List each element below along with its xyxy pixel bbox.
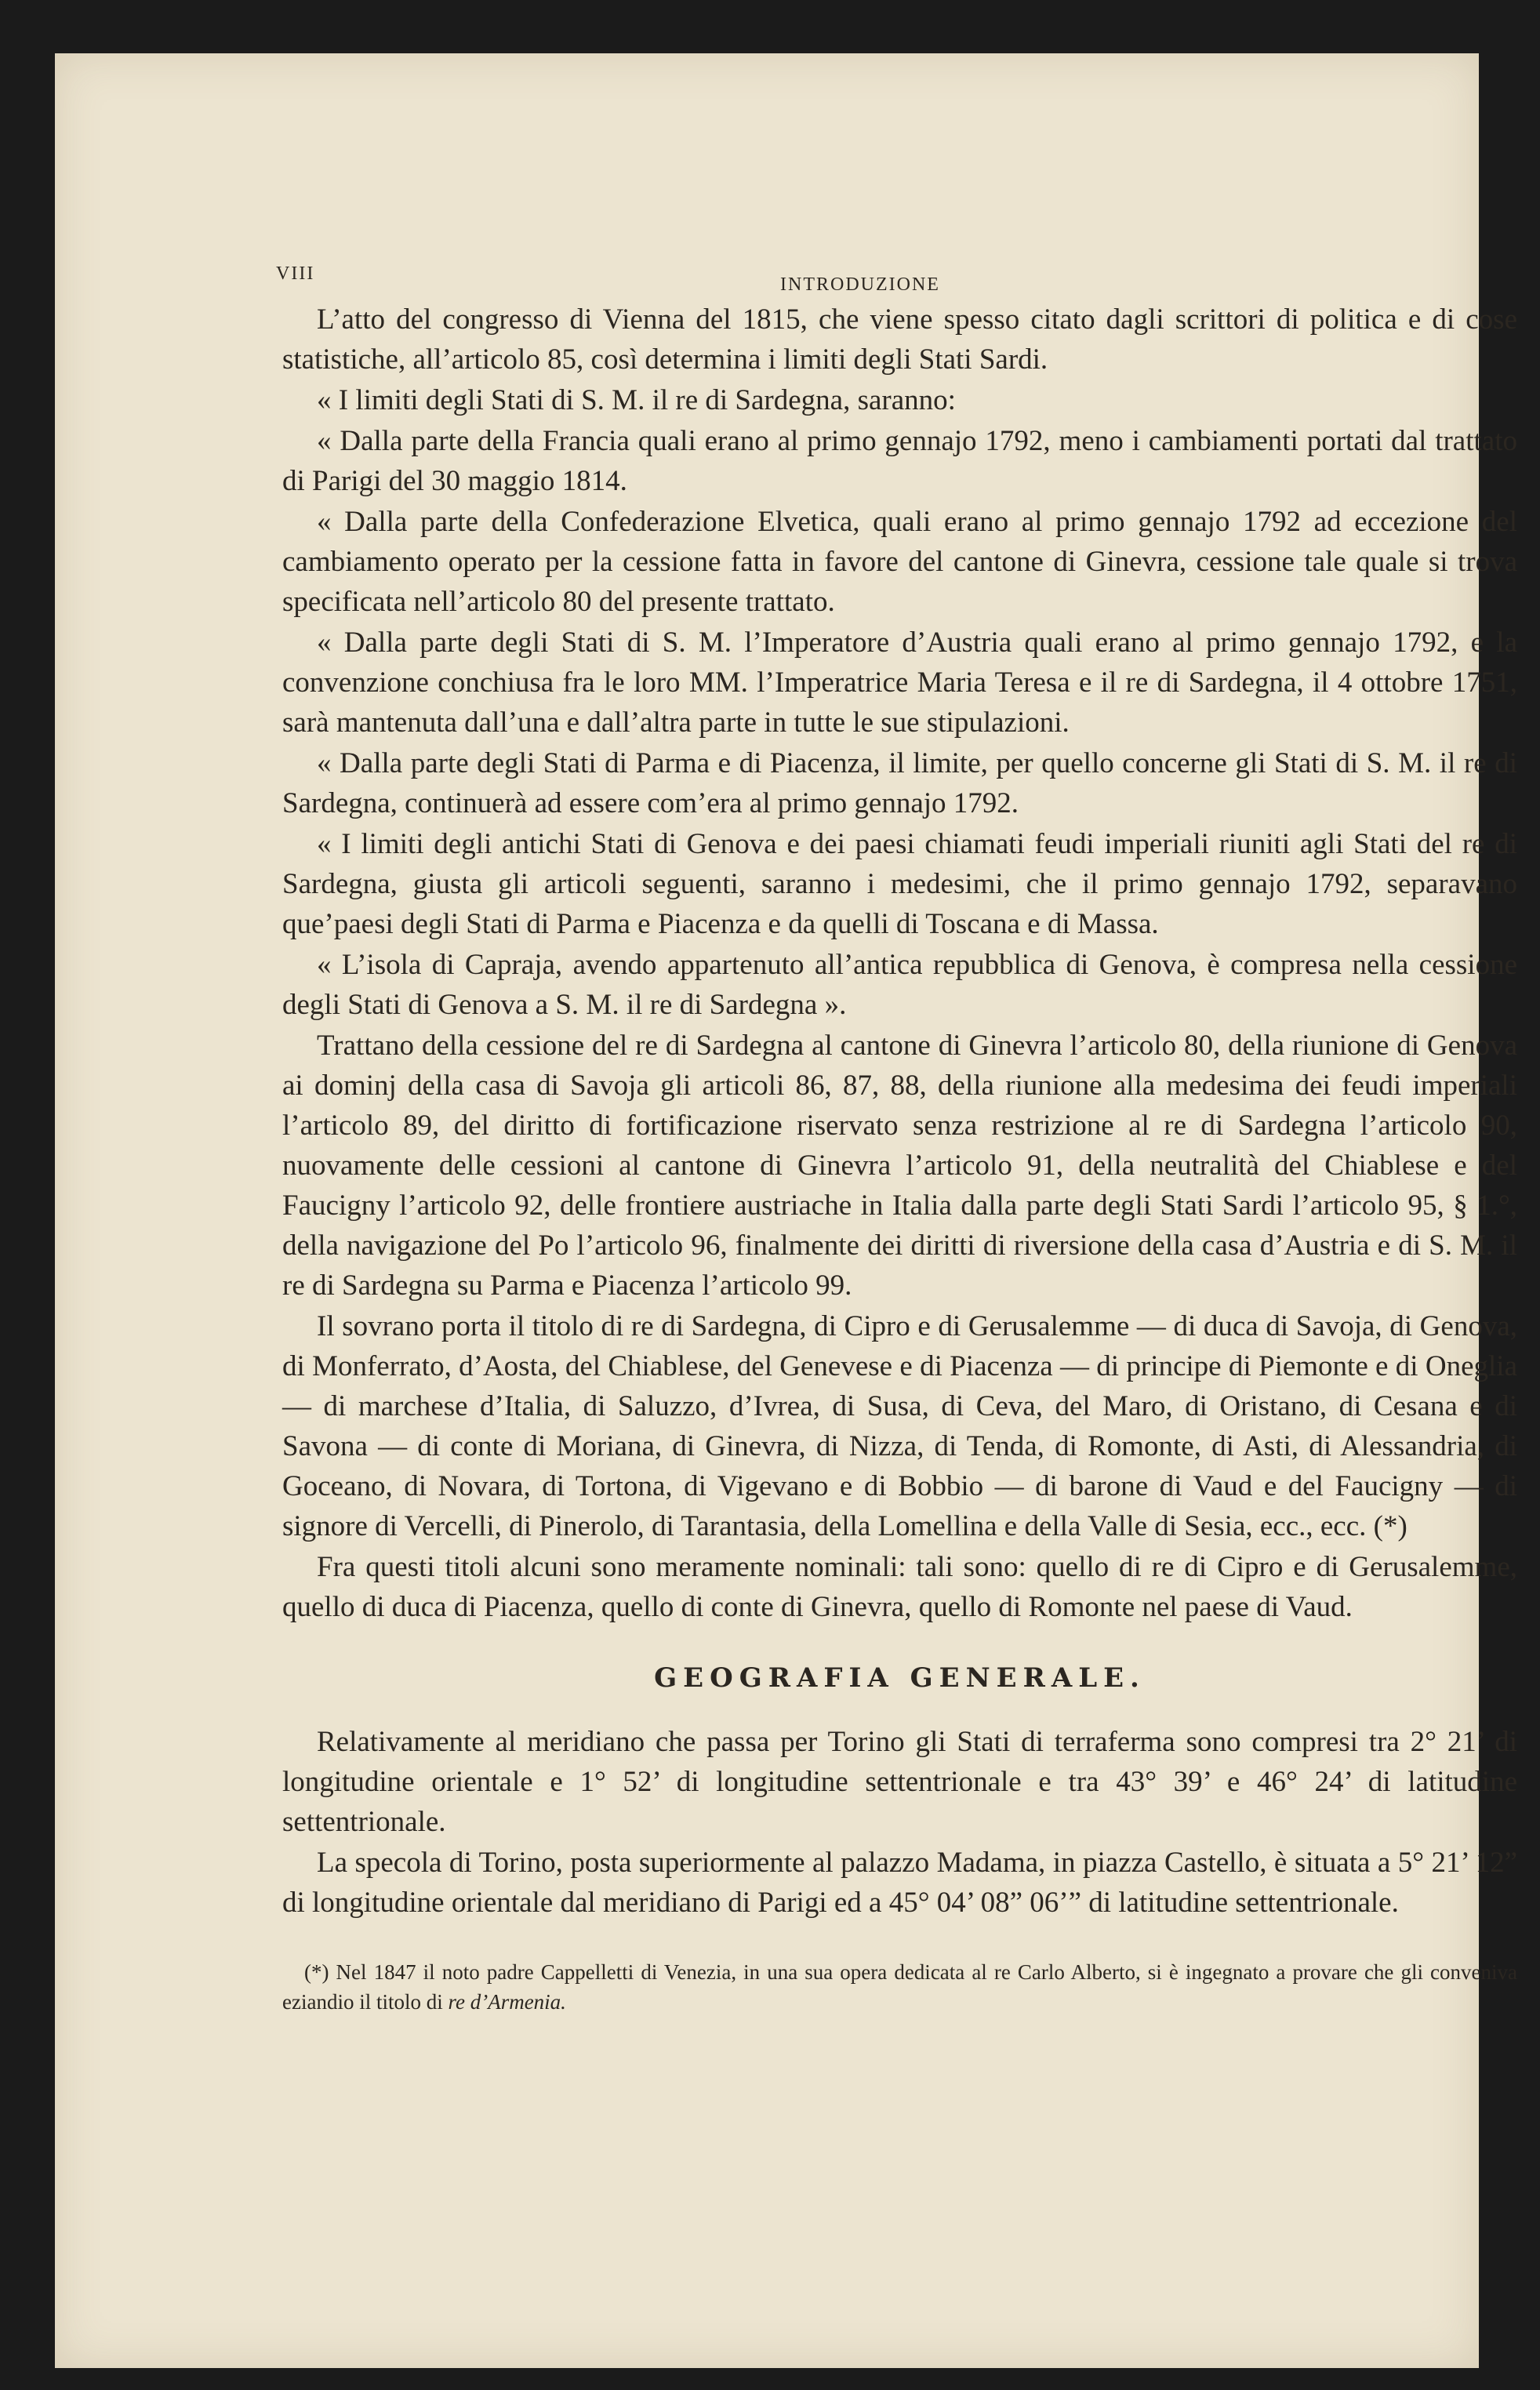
paragraph: « I limiti degli antichi Stati di Genova e dei paesi chiamati feudi imperiali riuniti agli Stati del re di Sardegna, giusta gli articoli seguenti, saranno i medesimi, che il primo gennajo 1792, separavano que’paesi degli Stati di Parma e Piacenza e da quelli di Toscana e di Massa.: [282, 828, 1517, 940]
paragraph: L’atto del congresso di Vienna del 1815, che viene spesso citato dagli scrittori di politica e di cose statistiche, all’articolo 85, così determina i limiti degli Stati Sardi.: [282, 303, 1517, 376]
paragraph: Il sovrano porta il titolo di re di Sardegna, di Cipro e di Gerusalemme — di duca di Savoja, di Genova, di Monferrato, d’Aosta, del Chiablese, del Genevese e di Piacenza — di principe di Piemonte e di Oneglia — di marchese d’Italia, di Saluzzo, d’Ivrea, di Susa, di Ceva, del Maro, di Oristano, di Cesana e di Savona — di conte di Moriana, di Ginevra, di Nizza, di Tenda, di Romonte, di Asti, di Alessandria, di Goceano, di Novara, di Tortona, di Vigevano e di Bobbio — di barone di Vaud e del Faucigny — di signore di Vercelli, di Pinerolo, di Tarantasia, della Lomellina e della Valle di Sesia, ecc., ecc. (*): [282, 1310, 1517, 1542]
paragraph: Fra questi titoli alcuni sono meramente nominali: tali sono: quello di re di Cipro e di Gerusalemme, quello di duca di Piacenza, quello di conte di Ginevra, quello di Romonte nel paese di Vaud.: [282, 1551, 1517, 1623]
section-heading: GEOGRAFIA GENERALE.: [654, 1662, 1146, 1694]
running-header: [276, 249, 1517, 300]
paragraph: Trattano della cessione del re di Sardegna al cantone di Ginevra l’articolo 80, della riunione di Genova ai dominj della casa di Savoja gli articoli 86, 87, 88, della riunione alla medesima dei feudi imperiali l’articolo 89, del diritto di fortificazione riservato senza restrizione al re di Sardegna l’articolo 90, nuovamente delle cessioni al cantone di Ginevra l’articolo 91, della neutralità del Chiablese e del Faucigny l’articolo 92, delle frontiere austriache in Italia dalla parte degli Stati Sardi l’articolo 95, § 1.°, della navigazione del Po l’articolo 96, finalmente dei diritti di riversione della casa d’Austria e di S. M. il re di Sardegna su Parma e Piacenza l’articolo 99.: [282, 1030, 1517, 1302]
running-title: INTRODUZIONE: [780, 274, 940, 295]
paragraph: Relativamente al meridiano che passa per Torino gli Stati di terraferma sono compresi tra 2° 21’ di longitudine orientale e 1° 52’ di longitudine settentrionale e tra 43° 39’ e 46° 24’ di latitudine settentrionale.: [282, 1726, 1517, 1838]
paragraph: La specola di Torino, posta superiormente al palazzo Madama, in piazza Castello, è situata a 5° 21’ 12” di longitudine orientale dal meridiano di Parigi ed a 45° 04’ 08” 06’” di latitudine settentrionale.: [282, 1847, 1517, 1919]
page-number: VIII: [276, 263, 315, 284]
footnote: [282, 1957, 1517, 2017]
paragraph: « Dalla parte degli Stati di S. M. l’Imperatore d’Austria quali erano al primo gennajo 1792, e la convenzione conchiusa fra le loro MM. l’Imperatrice Maria Teresa e il re di Sardegna, il 4 ottobre 1751, sarà mantenuta dall’una e dall’altra parte in tutte le sue stipulazioni.: [282, 627, 1517, 739]
paragraph: « Dalla parte della Confederazione Elvetica, quali erano al primo gennajo 1792 ad eccezione del cambiamento operato per la cessione fatta in favore del cantone di Ginevra, cessione tale quale si trova specificata nell’articolo 80 del presente trattato.: [282, 506, 1517, 618]
footnote-italic-tail: re d’Armenia.: [448, 1990, 566, 2014]
footnote-text: (*) Nel 1847 il noto padre Cappelletti di Venezia, in una sua opera dedicata al re Carlo Alberto, si è ingegnato a provare che gli conveniva eziandio il titolo di: [282, 1960, 1517, 2014]
paragraph: « L’isola di Capraja, avendo appartenuto all’antica repubblica di Genova, è compresa nella cessione degli Stati di Genova a S. M. il re di Sardegna ».: [282, 949, 1517, 1021]
paragraph: « I limiti degli Stati di S. M. il re di Sardegna, saranno:: [317, 384, 956, 416]
page-text: [276, 249, 1517, 2017]
paragraph: « Dalla parte della Francia quali erano al primo gennajo 1792, meno i cambiamenti portati dal trattato di Parigi del 30 maggio 1814.: [282, 425, 1517, 497]
paragraph: « Dalla parte degli Stati di Parma e di Piacenza, il limite, per quello concerne gli Stati di S. M. il re di Sardegna, continuerà ad essere com’era al primo gennajo 1792.: [282, 747, 1517, 819]
book-page: [55, 53, 1517, 2368]
